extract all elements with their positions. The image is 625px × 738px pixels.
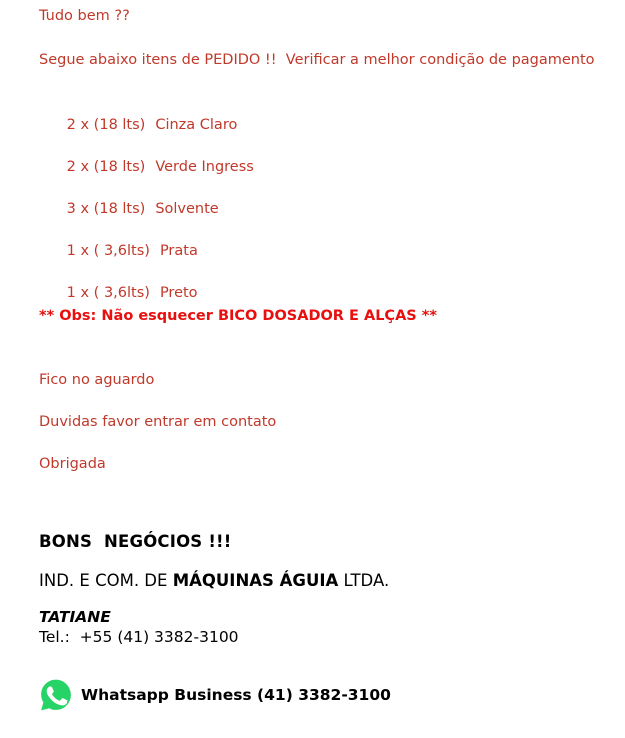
intro-line: Segue abaixo itens de PEDIDO !! Verificar a melhor condição de pagamento	[39, 52, 595, 68]
list-item	[39, 137, 599, 179]
item-quantity: 2 x (18 lts)	[66, 117, 146, 133]
item-product: Verde Ingress	[155, 159, 254, 175]
greeting-line: Tudo bem ??	[39, 8, 130, 24]
signature-tagline: BONS NEGÓCIOS !!!	[39, 532, 232, 551]
item-quantity: 1 x ( 3,6lts)	[66, 243, 150, 259]
whatsapp-label: Whatsapp Business (41) 3382-3100	[81, 686, 391, 704]
signature-company	[39, 571, 599, 590]
item-quantity: 3 x (18 lts)	[66, 201, 146, 217]
company-prefix: IND. E COM. DE	[39, 571, 173, 590]
closing-line: Duvidas favor entrar em contato	[39, 414, 277, 430]
list-item	[39, 95, 599, 137]
list-item	[39, 179, 599, 221]
item-product: Prata	[159, 243, 198, 259]
item-product: Preto	[159, 285, 198, 301]
item-product: Solvente	[155, 201, 219, 217]
item-quantity: 2 x (18 lts)	[66, 159, 146, 175]
closing-line: Obrigada	[39, 456, 106, 472]
closing-lines	[39, 370, 599, 496]
observation-note: ** Obs: Não esquecer BICO DOSADOR E ALÇAS **	[39, 308, 437, 324]
email-signature	[39, 532, 599, 646]
whatsapp-contact-row	[39, 678, 391, 712]
closing-line: Fico no aguardo	[39, 372, 155, 388]
item-quantity: 1 x ( 3,6lts)	[66, 285, 150, 301]
signature-phone: Tel.: +55 (41) 3382-3100	[39, 628, 239, 646]
company-suffix: LTDA.	[338, 571, 390, 590]
company-highlight: MÁQUINAS ÁGUIA	[172, 571, 339, 590]
order-items-list	[39, 95, 599, 305]
whatsapp-icon	[39, 678, 73, 712]
signature-contact-name: TATIANE	[39, 608, 111, 626]
list-item	[39, 263, 599, 305]
list-item	[39, 221, 599, 263]
item-product: Cinza Claro	[155, 117, 238, 133]
